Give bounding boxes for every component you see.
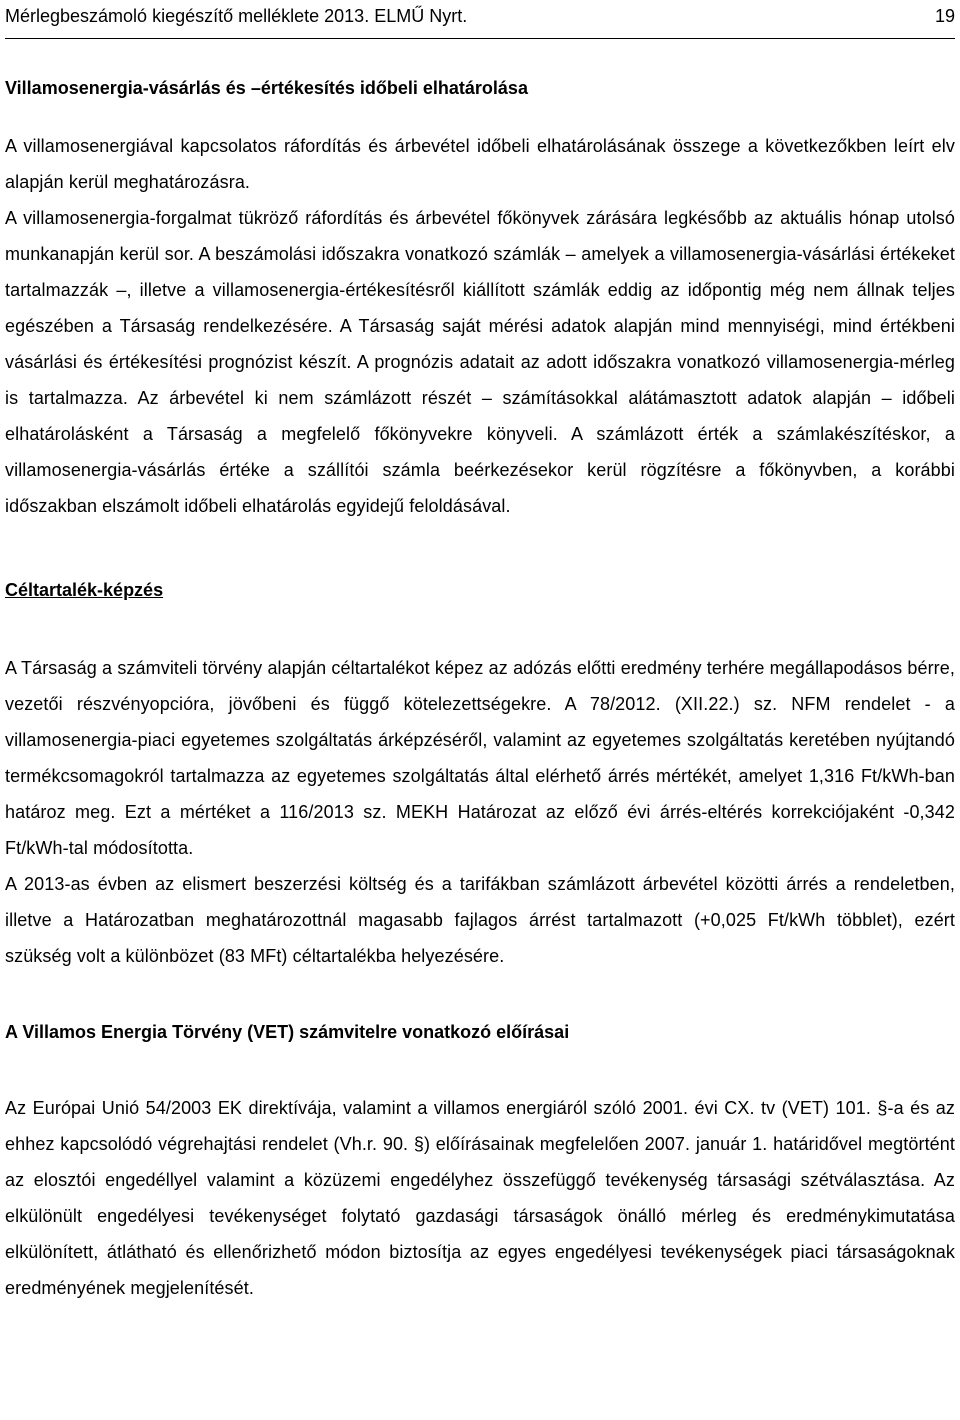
document-title: Mérlegbeszámoló kiegészítő melléklete 2013. ELMŰ Nyrt.: [5, 6, 468, 26]
paragraph: A 2013-as évben az elismert beszerzési költség és a tarifákban számlázott árbevétel közötti árrés a rendeletben, illetve a Határozatban meghatározottnál magasabb fajlagos árrést tartalmazott (+0,025 Ft/kWh többlet), ezért szükség volt a különbözet (83 MFt) céltartalékba helyezésére.: [5, 874, 955, 966]
section-heading-provisions: Céltartalék-képzés: [5, 580, 164, 600]
paragraph: Az Európai Unió 54/2003 EK direktívája, valamint a villamos energiáról szóló 2001. évi CX. tv (VET) 101. §-a és az ehhez kapcsolódó végrehajtási rendelet (Vh.r. 90. §) előírásainak megfelelően 2007. január 1. határidővel megtörtént az elosztói engedéllyel valamint a közüzemi engedélyhez összefüggő tevékenység társasági szétválasztása. Az elkülönült engedélyesi tevékenységet folytató gazdasági társaságok önálló mérleg és eredménykimutatása elkülönített, átlátható és ellenőrizhető módon biztosítja az egyes engedélyesi tevékenységek piaci társaságoknak eredményének megjelenítését.: [5, 1098, 955, 1298]
section-heading-electricity-accrual: Villamosenergia-vásárlás és –értékesítés időbeli elhatárolása: [5, 78, 528, 98]
paragraph: A villamosenergiával kapcsolatos ráfordítás és árbevétel időbeli elhatárolásának összege a következőkben leírt elv alapján kerül meghatározásra.: [5, 136, 955, 192]
page-header: [5, 0, 955, 39]
page-number: 19: [934, 6, 955, 26]
section-heading-vet-regulations: A Villamos Energia Törvény (VET) számvitelre vonatkozó előírásai: [5, 1022, 570, 1042]
paragraph: A Társaság a számviteli törvény alapján céltartalékot képez az adózás előtti eredmény terhére megállapodásos bérre, vezetői részvényopcióra, jövőbeni és függő kötelezettségekre. A 78/2012. (XII.22.) sz. NFM rendelet - a villamosenergia-piaci egyetemes szolgáltatás árképzéséről, valamint az egyetemes szolgáltatás keretében nyújtandó termékcsomagokról tartalmazza az egyetemes szolgáltatás által elérhető árrés mértékét, amelyet 1,316 Ft/kWh-ban határoz meg. Ezt a mértéket a 116/2013 sz. MEKH Határozat az előző évi árrés-eltérés korrekciójaként -0,342 Ft/kWh-tal módosította.: [5, 658, 955, 858]
document-body: [5, 70, 955, 1306]
paragraph: A villamosenergia-forgalmat tükröző ráfordítás és árbevétel főkönyvek zárására legkésőbb az aktuális hónap utolsó munkanapján kerül sor. A beszámolási időszakra vonatkozó számlák – amelyek a villamosenergia-vásárlási értékeket tartalmazzák –, illetve a villamosenergia-értékesítésről kiállított számlák eddig az időpontig még nem állnak teljes egészében a Társaság rendelkezésére. A Társaság saját mérési adatok alapján mind mennyiségi, mind értékbeni vásárlási és értékesítési prognózist készít. A prognózis adatait az adott időszakra vonatkozó villamosenergia-mérleg is tartalmazza. Az árbevétel ki nem számlázott részét – számításokkal alátámasztott adatok alapján – időbeli elhatárolásként a Társaság a megfelelő főkönyvekre könyveli. A számlázott érték a számlakészítéskor, a villamosenergia-vásárlás értéke a szállítói számla beérkezésekor kerül rögzítésre a főkönyvben, a korábbi időszakban elszámolt időbeli elhatárolás egyidejű feloldásával.: [5, 208, 955, 516]
